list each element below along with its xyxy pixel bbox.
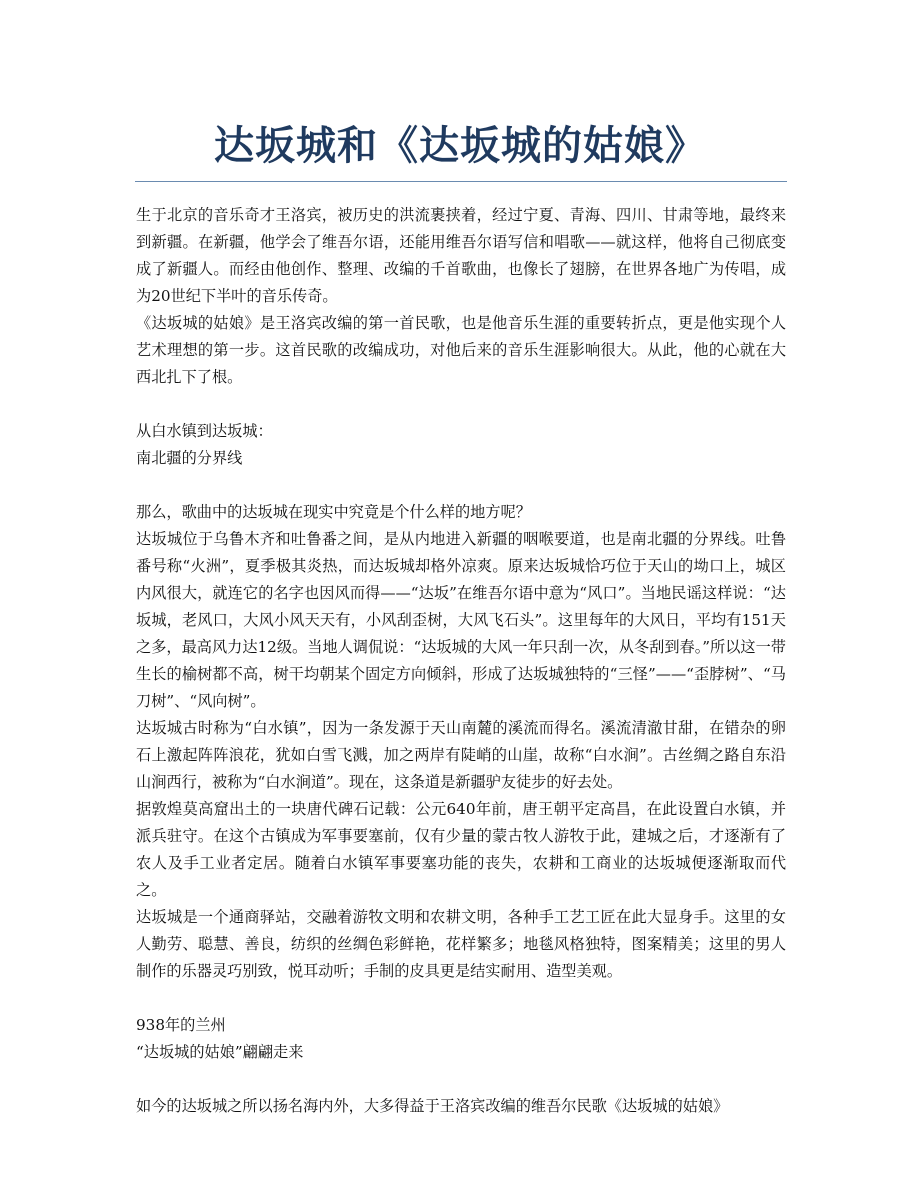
paragraph-intro: 生于北京的音乐奇才王洛宾，被历史的洪流裹挟着，经过宁夏、青海、四川、甘肃等地，最终来到新疆。在新疆，他学会了维吾尔语，还能用维吾尔语写信和唱歌——就这样，他将自己彻底变成了新疆人。而经由他创作、整理、改编的千首歌曲，也像长了翅膀，在世界各地广为传唱，成为20世纪下半叶的音乐传奇。 (136, 206, 786, 305)
paragraph-culture: 达坂城是一个通商驿站，交融着游牧文明和农耕文明，各种手工艺工匠在此大显身手。这里的女人勤劳、聪慧、善良，纺织的丝绸色彩鲜艳，花样繁多；地毯风格独特，图案精美；这里的男人制作的乐器灵巧别致，悦耳动听；手制的皮具更是结实耐用、造型美观。 (136, 908, 786, 980)
paragraph-gap (136, 1066, 786, 1093)
document-title: 达坂城和《达坂城的姑娘》 (214, 123, 706, 169)
section-heading-1-line-1: 从白水镇到达坂城： (136, 422, 273, 440)
section-heading-2-line-1: 938年的兰州 (136, 1016, 226, 1034)
section-heading-1-line-2: 南北疆的分界线 (136, 449, 243, 467)
paragraph-song-significance: 《达坂城的姑娘》是王洛宾改编的第一首民歌，也是他音乐生涯的重要转折点，更是他实现个人艺术理想的第一步。这首民歌的改编成功，对他后来的音乐生涯影响很大。从此，他的心就在大西北扎下了根。 (136, 314, 786, 386)
paragraph-geography: 达坂城位于乌鲁木齐和吐鲁番之间，是从内地进入新疆的咽喉要道，也是南北疆的分界线。吐鲁番号称“火洲”，夏季极其炎热，而达坂城却格外凉爽。原来达坂城恰巧位于天山的坳口上，城区内风很大，就连它的名字也因风而得——“达坂”在维吾尔语中意为“风口”。当地民谣这样说：“达坂城，老风口，大风小风天天有，小风刮歪树，大风飞石头”。这里每年的大风日，平均有151天之多，最高风力达12级。当地人调侃说：“达坂城的大风一年只刮一次，从冬刮到春。”所以这一带生长的榆树都不高，树干均朝某个固定方向倾斜，形成了达坂城独特的“三怪”——“歪脖树”、“马刀树”、“风向树”。 (136, 530, 786, 710)
paragraph-gap (136, 472, 786, 499)
paragraph-gap (136, 391, 786, 418)
paragraph-gap (136, 985, 786, 1012)
article-body (136, 202, 786, 1120)
title-divider (135, 181, 787, 182)
paragraph-baishui-town: 达坂城古时称为“白水镇”，因为一条发源于天山南麓的溪流而得名。溪流清澈甘甜，在错杂的卵石上激起阵阵浪花，犹如白雪飞溅，加之两岸有陡峭的山崖，故称“白水涧”。古丝绸之路自东沿山涧西行，被称为“白水涧道”。现在，这条道是新疆驴友徒步的好去处。 (136, 719, 786, 791)
paragraph-history: 据敦煌莫高窟出土的一块唐代碑石记载：公元640年前，唐王朝平定高昌，在此设置白水镇，并派兵驻守。在这个古镇成为军事要塞前，仅有少量的蒙古牧人游牧于此，建城之后，才逐渐有了农人及手工业者定居。随着白水镇军事要塞功能的丧失，农耕和工商业的达坂城便逐渐取而代之。 (136, 800, 786, 899)
paragraph-question: 那么，歌曲中的达坂城在现实中究竟是个什么样的地方呢？ (136, 503, 531, 521)
section-heading-2-line-2: “达坂城的姑娘”翩翩走来 (136, 1043, 304, 1061)
paragraph-fame: 如今的达坂城之所以扬名海内外，大多得益于王洛宾改编的维吾尔民歌《达坂城的姑娘》 (136, 1097, 729, 1115)
